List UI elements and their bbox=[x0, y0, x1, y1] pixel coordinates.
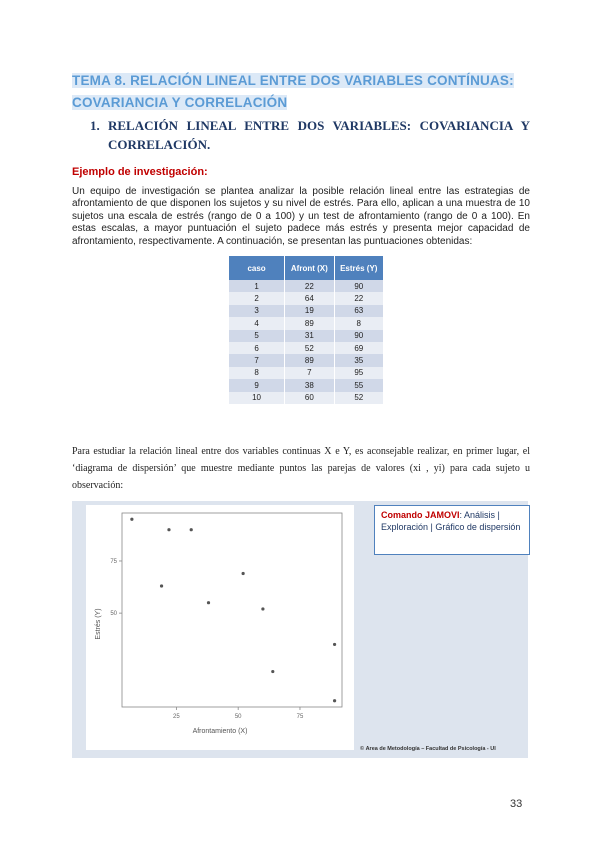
cell-afront: 89 bbox=[285, 354, 334, 366]
cell-estres: 63 bbox=[334, 305, 383, 317]
table-row bbox=[229, 379, 383, 391]
scatter-point bbox=[333, 643, 336, 646]
chapter-title bbox=[72, 70, 530, 114]
cell-estres: 22 bbox=[334, 292, 383, 304]
cell-afront: 89 bbox=[285, 317, 334, 329]
cell-afront: 64 bbox=[285, 292, 334, 304]
scatter-intro-paragraph: Para estudiar la relación lineal entre dos variables continuas X e Y, es aconsejable realizar, en primer lugar, el ‘diagrama de dispersión’ que muestre mediante puntos las parejas de valores (xi , yi) para cada sujeto u observación: bbox=[72, 446, 530, 491]
section-number: 1. bbox=[90, 118, 100, 133]
scatter-point bbox=[160, 584, 163, 587]
scatter-point bbox=[190, 528, 193, 531]
header-estres: Estrés (Y) bbox=[334, 256, 383, 280]
jamovi-command-box bbox=[374, 505, 530, 555]
scatter-plot bbox=[86, 505, 354, 750]
cell-afront: 31 bbox=[285, 330, 334, 342]
plot-layer bbox=[95, 513, 342, 735]
cell-caso: 5 bbox=[229, 330, 285, 342]
cell-caso: 9 bbox=[229, 379, 285, 391]
header-afront: Afront (X) bbox=[285, 256, 334, 280]
table-row bbox=[229, 367, 383, 379]
cell-afront: 60 bbox=[285, 392, 334, 404]
cell-afront: 22 bbox=[285, 280, 334, 292]
x-tick-label: 75 bbox=[296, 714, 304, 720]
table-row bbox=[229, 317, 383, 329]
example-text: Un equipo de investigación se plantea analizar la posible relación lineal entre las estrategias de afrontamiento de que disponen los sujetos y su nivel de estrés. Para ello, aplican a una muestra de 10 sujetos una escala de estrés (rango de 0 a 100) y un test de afrontamiento (rango de 0 a 100). En estas escalas, a mayor puntuación el sujeto padece más estrés y presenta mejor capacidad de afrontamiento, respectivamente. A continuación, se presentan las puntuaciones obtenidas: bbox=[72, 186, 530, 247]
cell-estres: 69 bbox=[334, 342, 383, 354]
y-tick-label: 75 bbox=[110, 558, 117, 565]
example-heading: Ejemplo de investigación: bbox=[72, 166, 208, 178]
page-number: 33 bbox=[510, 798, 523, 810]
x-tick-label: 25 bbox=[173, 714, 180, 720]
chapter-title-line2: COVARIANCIA Y CORRELACIÓN bbox=[72, 95, 288, 110]
cell-caso: 7 bbox=[229, 354, 285, 366]
cell-estres: 95 bbox=[334, 367, 383, 379]
cell-caso: 1 bbox=[229, 280, 285, 292]
cell-estres: 52 bbox=[334, 392, 383, 404]
cell-afront: 52 bbox=[285, 342, 334, 354]
header-caso: caso bbox=[229, 256, 285, 280]
cell-caso: 2 bbox=[229, 292, 285, 304]
scatter-plot-card bbox=[86, 505, 354, 750]
scatter-point bbox=[167, 528, 170, 531]
table-header-row bbox=[229, 256, 383, 280]
section-title: RELACIÓN LINEAL ENTRE DOS VARIABLES: COVARIANCIA Y CORRELACIÓN. bbox=[108, 118, 530, 152]
cell-caso: 4 bbox=[229, 317, 285, 329]
table-row bbox=[229, 342, 383, 354]
table-row bbox=[229, 280, 383, 292]
scatter-point bbox=[242, 572, 245, 575]
cell-caso: 6 bbox=[229, 342, 285, 354]
scatter-point bbox=[130, 518, 133, 521]
cell-afront: 38 bbox=[285, 379, 334, 391]
scatter-point bbox=[271, 670, 274, 673]
cell-caso: 8 bbox=[229, 367, 285, 379]
cell-estres: 55 bbox=[334, 379, 383, 391]
x-axis-label: Afrontamiento (X) bbox=[192, 728, 248, 735]
table-row bbox=[229, 292, 383, 304]
credit-line: © Área de Metodología – Facultad de Psicología - UI bbox=[360, 746, 496, 752]
cell-estres: 90 bbox=[334, 330, 383, 342]
y-axis-label: Estrés (Y) bbox=[95, 608, 102, 640]
section-heading bbox=[90, 116, 530, 154]
jamovi-command-label: Comando JAMOVI bbox=[381, 510, 460, 520]
chapter-title-line1: TEMA 8. RELACIÓN LINEAL ENTRE DOS VARIABLES CONTÍNUAS: bbox=[72, 73, 514, 88]
cell-caso: 10 bbox=[229, 392, 285, 404]
table-row bbox=[229, 354, 383, 366]
jamovi-command-path: : Análisis | Exploración | Gráfico de dispersión bbox=[381, 510, 521, 532]
cell-estres: 8 bbox=[334, 317, 383, 329]
plot-area bbox=[122, 513, 342, 707]
cell-afront: 7 bbox=[285, 367, 334, 379]
scatter-point bbox=[333, 699, 336, 702]
cell-estres: 90 bbox=[334, 280, 383, 292]
scores-table bbox=[229, 256, 383, 404]
cell-afront: 19 bbox=[285, 305, 334, 317]
table-row bbox=[229, 330, 383, 342]
scatter-point bbox=[207, 601, 210, 604]
y-tick-label: 50 bbox=[110, 611, 117, 618]
cell-caso: 3 bbox=[229, 305, 285, 317]
cell-estres: 35 bbox=[334, 354, 383, 366]
scatter-point bbox=[261, 607, 264, 610]
table-row bbox=[229, 305, 383, 317]
table-row bbox=[229, 392, 383, 404]
x-tick-label: 50 bbox=[234, 714, 242, 720]
